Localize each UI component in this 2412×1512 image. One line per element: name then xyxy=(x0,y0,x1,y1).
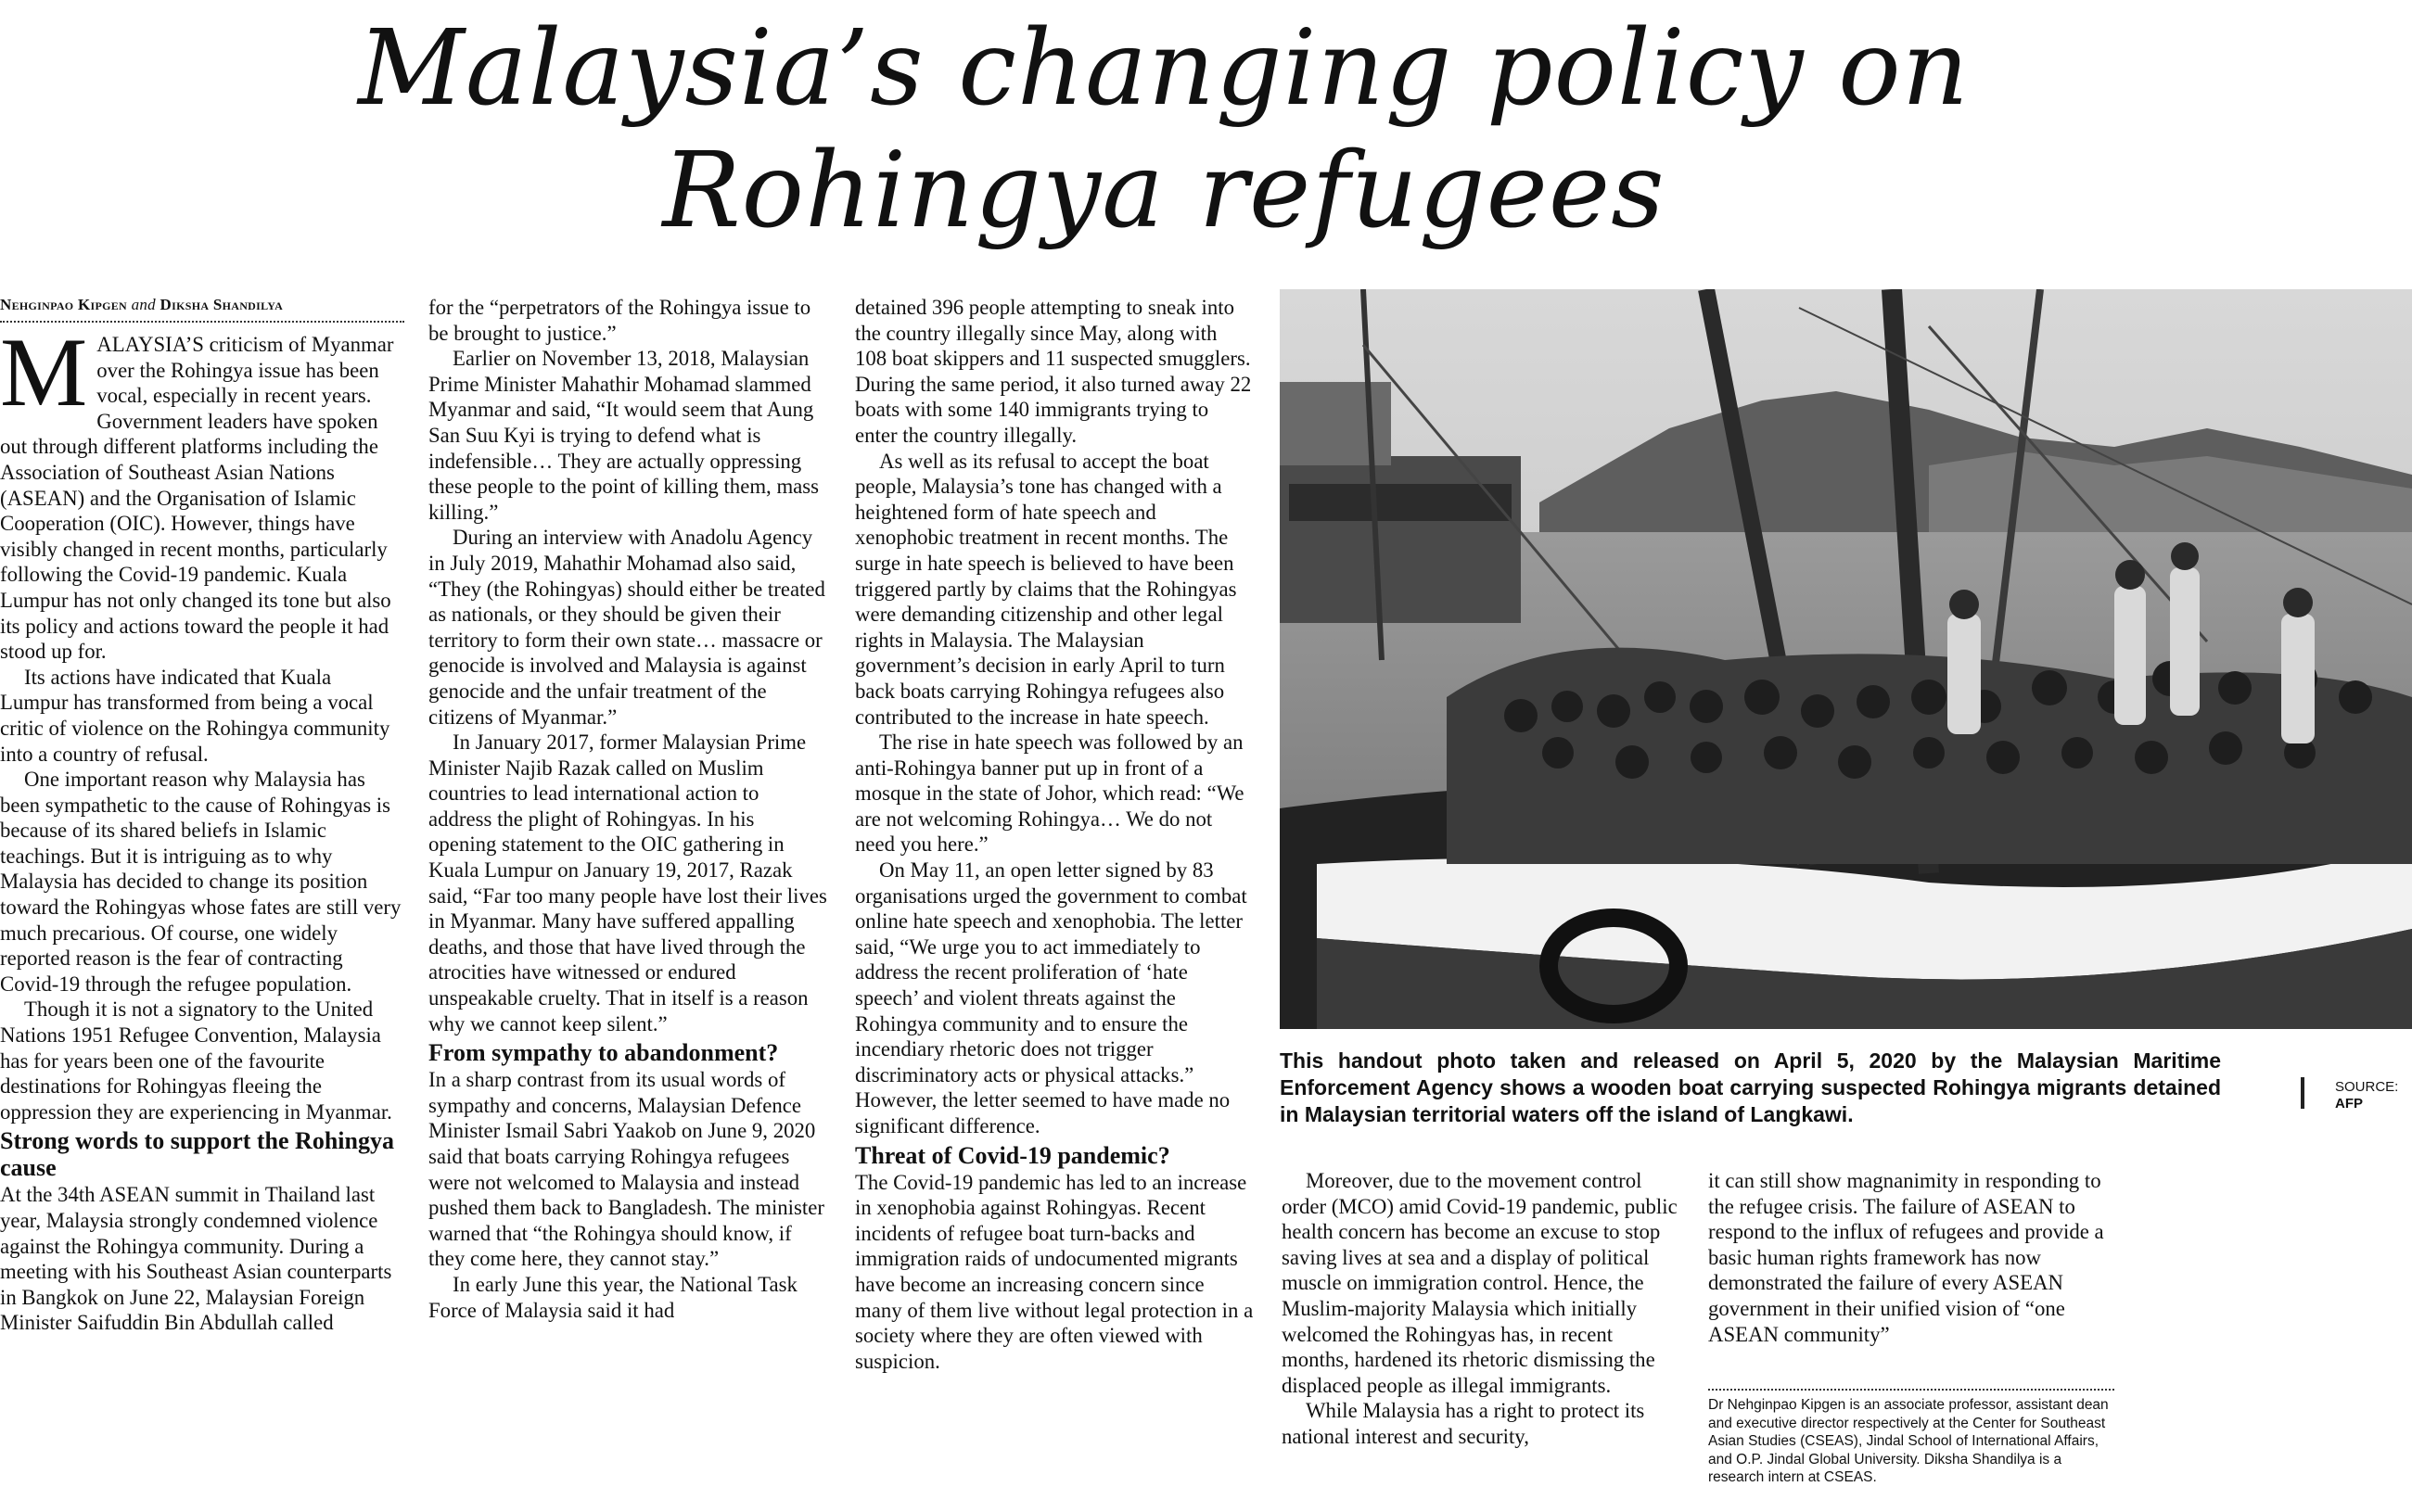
paragraph: ALAYSIA’S criticism of Myanmar over the Rohingya issue has been vocal, especially in recent years. Government leaders have spoken out through different platforms including the Association of Southeast Asian Nations (ASEAN) and the Organisation of Islamic Cooperation (OIC). However, things have visibly changed in recent months, particularly following the Covid-19 pandemic. Kuala Lumpur has not only changed its tone but also its policy and actions toward the people it had stood up for. xyxy=(0,333,394,664)
paragraph: Though it is not a signatory to the United Nations 1951 Refugee Convention, Malaysia has for years been one of the favourite destinations for Rohingyas fleeing the oppression they are experiencing in Myanmar. xyxy=(0,997,392,1124)
paragraph: At the 34th ASEAN summit in Thailand last year, Malaysia strongly condemned violence against the Rohingya community. During a meeting with his Southeast Asian counterparts in Bangkok on June 22, Malaysian Foreign Minister Saifuddin Bin Abdullah called xyxy=(0,1183,392,1335)
article-column-2 xyxy=(428,295,827,1323)
source-value: AFP xyxy=(2335,1096,2363,1112)
paragraph: During an interview with Anadolu Agency in July 2019, Mahathir Mohamad also said, “They (the Rohingyas) should either be treated as nationals, or they should be given their territory to form their own state… massacre or genocide is involved and Malaysia is against genocide and the unfair treatment of the citizens of Myanmar.” xyxy=(428,526,825,729)
source-label: SOURCE: xyxy=(2335,1079,2399,1095)
paragraph: In a sharp contrast from its usual words of sympathy and concerns, Malaysian Defence Minister Ismail Sabri Yaakob on June 9, 2020 said that boats carrying Rohingya refugees were not welcomed to Malaysia and instead pushed them back to Bangladesh. The minister warned that “the Rohingya should know, if they come here, they cannot stay.” xyxy=(428,1068,824,1271)
paragraph: One important reason why Malaysia has been sympathetic to the cause of Rohingyas is because of its shared beliefs in Islamic teachings. But it is intriguing as to why Malaysia has decided to change its position toward the Rohingyas whose fates are still very much precarious. Of course, one widely reported reason is the fear of contracting Covid-19 through the refugee population. xyxy=(0,768,402,996)
paragraph: Moreover, due to the movement control order (MCO) amid Covid-19 pandemic, public health concern has become an excuse to stop saving lives at sea and a display of political muscle on immigration control. Hence, the Muslim-majority Malaysia which initially welcomed the Rohingyas has, in recent months, hardened its rhetoric dismissing the displaced people as illegal immigrants. xyxy=(1282,1169,1678,1397)
article-column-3 xyxy=(855,295,1254,1374)
subheading: Strong words to support the Rohingya cause xyxy=(0,1127,394,1182)
boat-photo-illustration xyxy=(1280,289,2412,1029)
article-column-1 xyxy=(0,295,404,1336)
paragraph: for the “perpetrators of the Rohingya issue to be brought to justice.” xyxy=(428,296,811,345)
article-column-4 xyxy=(1282,1168,1682,1450)
author-bio: Dr Nehginpao Kipgen is an associate professor, assistant dean and executive director respectively at the Center for Southeast Asian Studies (CSEAS), Jindal School of International Affairs, and O.P. Jindal Global University. Diksha Shandilya is a research intern at CSEAS. xyxy=(1708,1389,2114,1487)
paragraph: it can still show magnanimity in responding to the refugee crisis. The failure of ASEAN to respond to the influx of refugees and provide a basic human rights framework has now demonstrated the failure of every ASEAN government in their unified vision of “one ASEAN community” xyxy=(1708,1169,2104,1346)
subheading: Threat of Covid-19 pandemic? xyxy=(855,1141,1170,1169)
author-2: Diksha Shandilya xyxy=(160,296,284,313)
article-column-5 xyxy=(1708,1168,2114,1347)
byline-and: and xyxy=(131,296,156,313)
subheading: From sympathy to abandonment? xyxy=(428,1039,779,1067)
paragraph: In January 2017, former Malaysian Prime Minister Najib Razak called on Muslim countries to lead international action to address the plight of Rohingyas. In his opening statement to the OIC gathering in Kuala Lumpur on January 19, 2017, Razak said, “Far too many people have lost their lives in Myanmar. Many have suffered appalling deaths, and those that have lived through the atrocities have witnessed or endured unspeakable cruelty. That in itself is a reason why we cannot keep silent.” xyxy=(428,731,827,1036)
paragraph: On May 11, an open letter signed by 83 organisations urged the government to combat online hate speech and xenophobia. The letter said, “We urge you to act immediately to address the recent proliferation of ‘hate speech’ and violent threats against the Rohingya community and to ensure the incendiary rhetoric does not trigger discriminatory acts or physical attacks.” However, the letter seemed to have made no significant difference. xyxy=(855,858,1247,1137)
paragraph: In early June this year, the National Task Force of Malaysia said it had xyxy=(428,1272,798,1322)
paragraph: Earlier on November 13, 2018, Malaysian Prime Minister Mahathir Mohamad slammed Myanmar and said, “It would seem that Aung San Suu Kyi is trying to defend what is indefensible… They are actually oppressing these people to the point of killing them, mass killing.” xyxy=(428,347,820,524)
paragraph: While Malaysia has a right to protect its national interest and security, xyxy=(1282,1399,1645,1448)
drop-cap: M xyxy=(0,318,88,426)
source-divider xyxy=(2301,1077,2304,1109)
paragraph: As well as its refusal to accept the boat people, Malaysia’s tone has changed with a heightened form of hate speech and xenophobic treatment in recent months. The surge in hate speech is believed to have been triggered partly by claims that the Rohingyas were demanding citizenship and other legal rights in Malaysia. The Malaysian government’s decision in early April to turn back boats carrying Rohingya refugees also contributed to the increase in hate speech. xyxy=(855,449,1237,729)
paragraph: The rise in hate speech was followed by an anti-Rohingya banner put up in front of a mosque in the state of Johor, which read: “We are not welcoming Rohingya… We do not need you here.” xyxy=(855,731,1244,857)
boat-photo xyxy=(1280,289,2412,1029)
photo-source xyxy=(2335,1079,2398,1112)
paragraph: Its actions have indicated that Kuala Lumpur has transformed from being a vocal critic of violence on the Rohingya community into a country of refusal. xyxy=(0,665,390,766)
author-1: Nehginpao Kipgen xyxy=(0,296,128,313)
paragraph: The Covid-19 pandemic has led to an increase in xenophobia against Rohingyas. Recent incidents of refugee boat turn-backs and immigration raids of undocumented migrants have become an increasing concern since many of them live without legal protection in a society where they are often viewed with suspicion. xyxy=(855,1170,1254,1373)
paragraph: detained 396 people attempting to sneak into the country illegally since May, along with 108 boat skippers and 11 suspected smugglers. During the same period, it also turned away 22 boats with some 140 immigrants trying to enter the country illegally. xyxy=(855,296,1252,447)
photo-caption: This handout photo taken and released on April 5, 2020 by the Malaysian Maritime Enforcement Agency shows a wooden boat carrying suspected Rohingya migrants detained in Malaysian territorial waters off the island of Langkawi. xyxy=(1280,1048,2221,1126)
headline: Malaysia’s changing policy on Rohingya refugees xyxy=(358,8,1970,251)
